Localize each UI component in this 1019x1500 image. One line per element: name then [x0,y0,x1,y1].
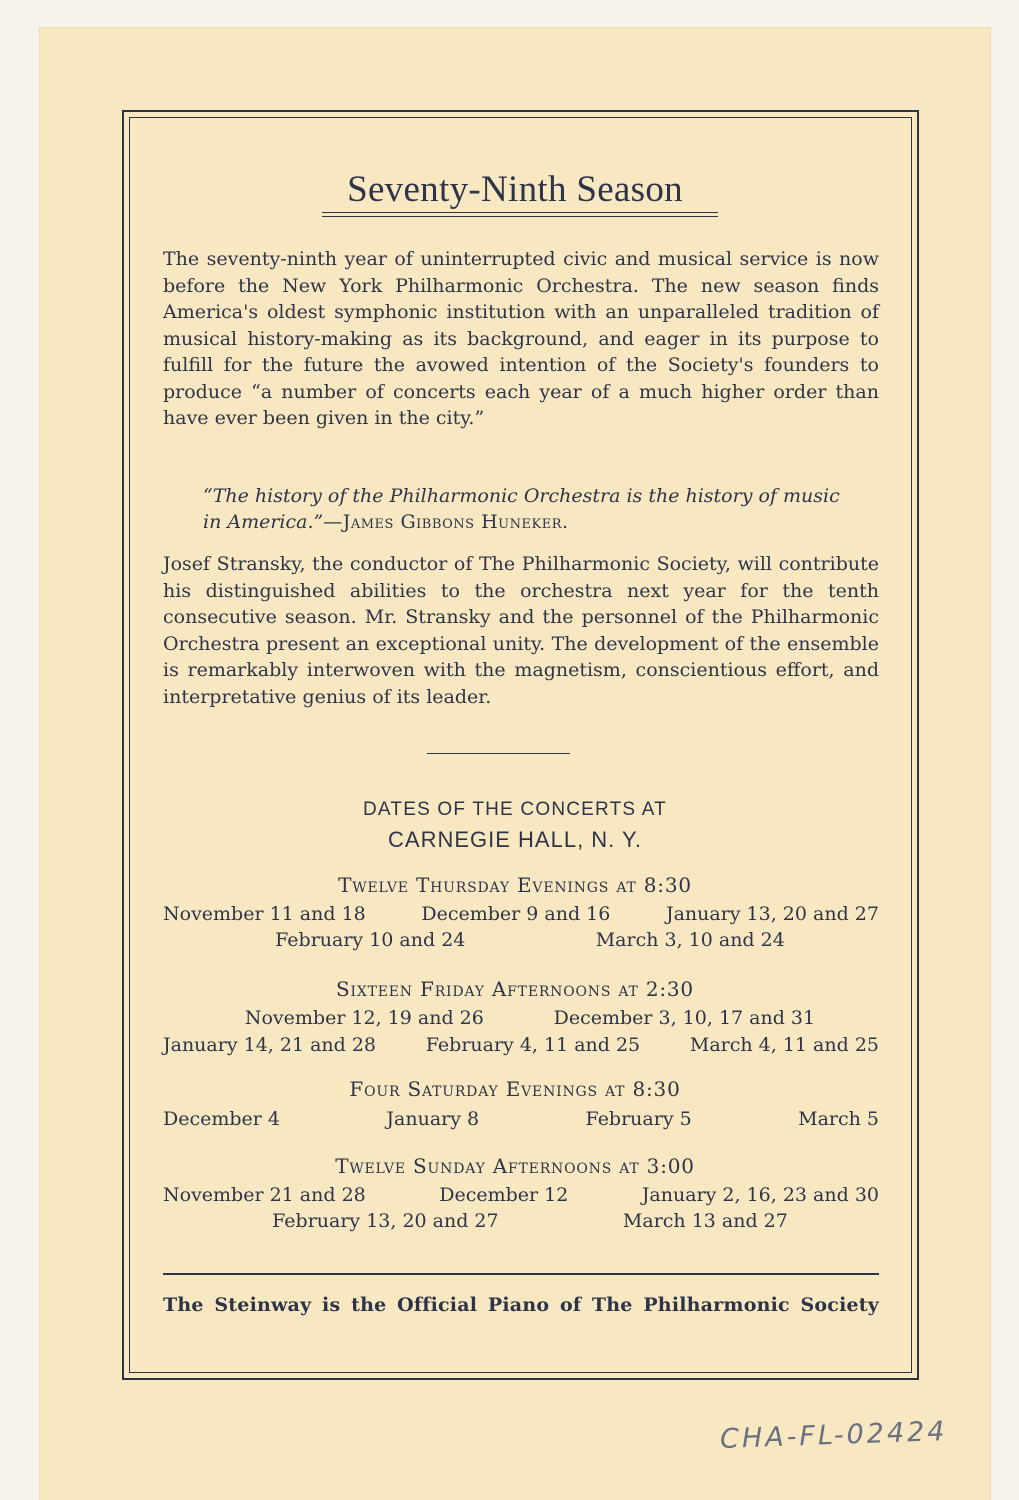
thursday-dates-row-2 [210,929,850,951]
date-entry: February 13, 20 and 27 [272,1210,499,1232]
section-divider [427,753,570,754]
date-entry: January 14, 21 and 28 [163,1034,377,1056]
quote-attribution: —James Gibbons Huneker. [323,511,569,533]
intro-paragraph: The seventy-ninth year of uninterrupted civic and musical service is now before the New York Philharmonic Orchestra. The new season finds America's oldest symphonic institution with an unparalleled tradition of musical history-making as its background, and eager in its purpose to fulfill for the future the avowed intention of the Society's founders to produce “a number of concerts each year of a much higher order than have ever been given in the city.” [163,248,879,429]
sunday-dates-row-1 [163,1184,879,1206]
date-entry: December 9 and 16 [421,903,611,925]
footer-note: The Steinway is the Official Piano of The Philharmonic Society [163,1294,879,1316]
date-entry: November 11 and 18 [163,903,366,925]
dates-heading: DATES OF THE CONCERTS AT [363,799,667,820]
series-heading-sunday: Twelve Sunday Afternoons at 3:00 [335,1154,695,1178]
date-entry: March 13 and 27 [622,1210,788,1232]
date-entry: February 4, 11 and 25 [425,1034,641,1056]
catalog-number: CHA-FL-02424 [719,1416,948,1455]
saturday-dates-row [163,1108,879,1130]
conductor-paragraph: Josef Stransky, the conductor of The Philharmonic Society, will contribute his distinguished abilities to the orchestra next year for the tenth consecutive season. Mr. Stransky and the personnel of the Philharmonic Orchestra present an exceptional unity. The development of the ensemble is remarkably interwoven with the magnetism, conscientious effort, and interpretative genius of its leader. [163,553,879,708]
date-entry: November 12, 19 and 26 [244,1007,484,1029]
series-heading-saturday: Four Saturday Evenings at 8:30 [349,1077,681,1101]
series-heading-thursday: Twelve Thursday Evenings at 8:30 [338,873,692,897]
quote-block [203,483,863,535]
date-entry: February 5 [585,1108,692,1130]
date-entry: December 3, 10, 17 and 31 [553,1007,816,1029]
date-entry: January 2, 16, 23 and 30 [641,1184,879,1206]
venue-heading: CARNEGIE HALL, N. Y. [388,827,642,852]
date-entry: January 8 [386,1108,480,1130]
date-entry: November 21 and 28 [163,1184,366,1206]
thursday-dates-row-1 [163,903,879,925]
friday-dates-row-2 [163,1034,879,1056]
program-page [40,28,990,1500]
date-entry: February 10 and 24 [275,929,466,951]
friday-dates-row-1 [210,1007,850,1029]
quote-text: “The history of the Philharmonic Orchestra is the history of music in America.” [203,485,840,533]
title-double-rule [322,212,718,217]
sunday-dates-row-2 [210,1210,850,1232]
date-entry: December 12 [439,1184,569,1206]
series-heading-friday: Sixteen Friday Afternoons at 2:30 [336,977,694,1001]
date-entry: January 13, 20 and 27 [665,903,879,925]
date-entry: December 4 [163,1108,280,1130]
date-entry: March 3, 10 and 24 [595,929,785,951]
footer-rule [163,1273,879,1275]
date-entry: March 5 [798,1108,879,1130]
page-title: Seventy-Ninth Season [347,169,683,210]
date-entry: March 4, 11 and 25 [689,1034,879,1056]
